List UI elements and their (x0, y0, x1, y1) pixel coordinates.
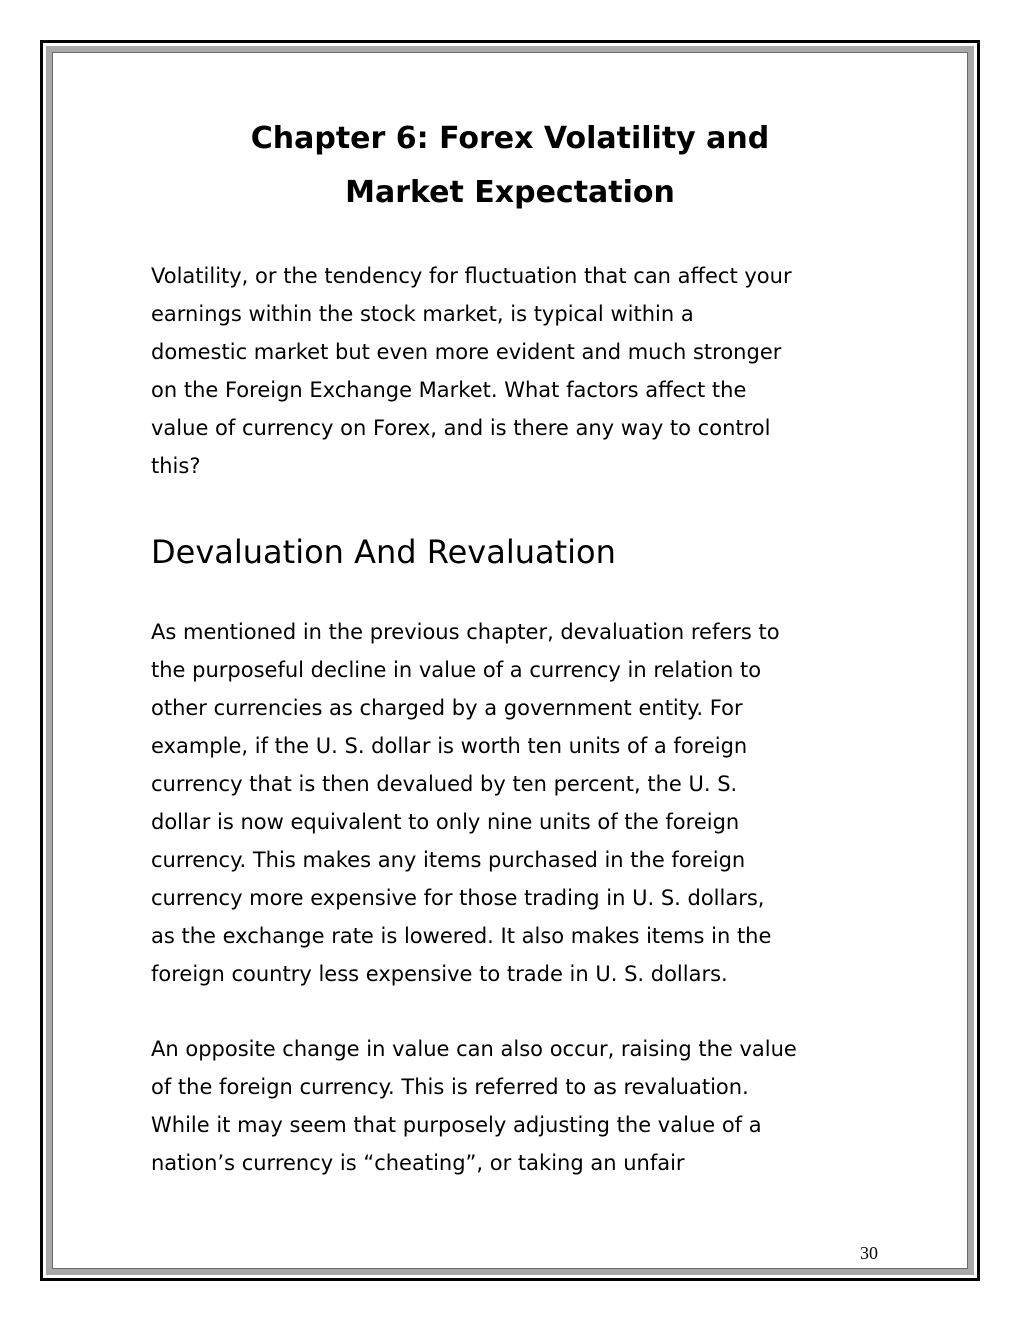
chapter-title (110, 112, 910, 220)
text-line: other currencies as charged by a government entity. For (151, 696, 743, 720)
text-line: nation’s currency is “cheating”, or taking an unfair (151, 1151, 685, 1175)
text-line: Volatility, or the tendency for fluctuation that can affect your (151, 264, 792, 288)
text-line: As mentioned in the previous chapter, devaluation refers to (151, 620, 780, 644)
chapter-title-line-2: Market Expectation (345, 175, 675, 210)
text-line: this? (151, 454, 201, 478)
text-line: example, if the U. S. dollar is worth ten units of a foreign (151, 734, 748, 758)
text-line: currency. This makes any items purchased in the foreign (151, 848, 746, 872)
text-line: the purposeful decline in value of a currency in relation to (151, 658, 762, 682)
revaluation-paragraph (151, 1030, 881, 1182)
text-line: of the foreign currency. This is referred to as revaluation. (151, 1075, 749, 1099)
text-line: currency more expensive for those trading in U. S. dollars, (151, 886, 765, 910)
chapter-title-line-1: Chapter 6: Forex Volatility and (250, 121, 770, 156)
text-line: value of currency on Forex, and is there any way to control (151, 416, 771, 440)
text-line: currency that is then devalued by ten percent, the U. S. (151, 772, 738, 796)
intro-paragraph (151, 257, 881, 485)
text-line: While it may seem that purposely adjusting the value of a (151, 1113, 762, 1137)
text-line: An opposite change in value can also occur, raising the value (151, 1037, 797, 1061)
section-heading: Devaluation And Revaluation (151, 533, 616, 571)
text-line: domestic market but even more evident and much stronger (151, 340, 782, 364)
text-line: foreign country less expensive to trade in U. S. dollars. (151, 962, 728, 986)
devaluation-paragraph (151, 613, 881, 993)
page-number: 30 (860, 1243, 878, 1263)
text-line: earnings within the stock market, is typical within a (151, 302, 694, 326)
text-line: on the Foreign Exchange Market. What factors affect the (151, 378, 747, 402)
text-line: dollar is now equivalent to only nine units of the foreign (151, 810, 740, 834)
text-line: as the exchange rate is lowered. It also makes items in the (151, 924, 772, 948)
